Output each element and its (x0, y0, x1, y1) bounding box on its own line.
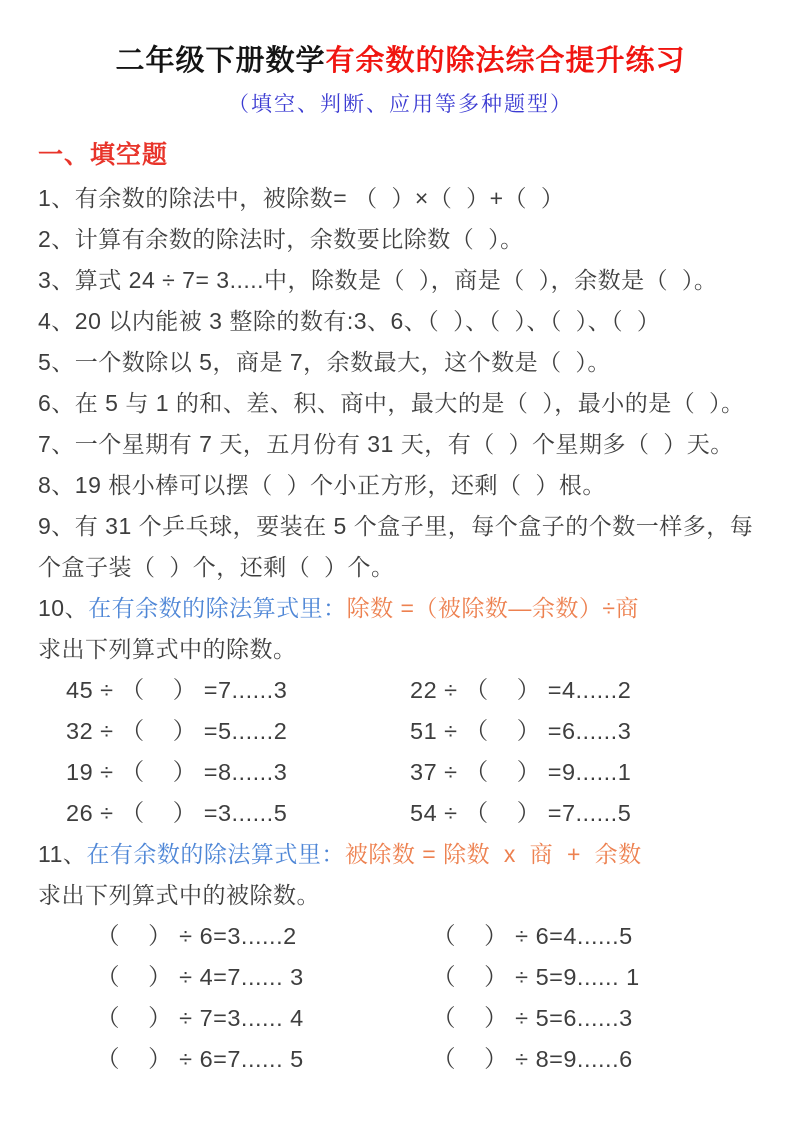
question-11-instruction: 求出下列算式中的被除数。 (38, 882, 320, 908)
question-11-rule-intro: 在有余数的除法算式里： (86, 841, 345, 867)
equation-cell: 37 ÷ （ ） =9......1 (410, 759, 632, 785)
section-heading: 一、填空题 (38, 141, 169, 169)
question-4: 4、20 以内能被 3 整除的数有:3、6、（ ）、（ ）、（ ）、（ ） (38, 308, 661, 334)
question-9: 9、有 31 个乒乓球，要装在 5 个盒子里，每个盒子的个数一样多，每个盒子装（ ）个，还剩（ ）个。 (38, 513, 754, 580)
equation-cell: 32 ÷ （ ） =5......2 (66, 718, 288, 744)
question-1: 1、有余数的除法中，被除数= （ ）×（ ）+（ ） (38, 185, 565, 211)
equation-cell: （ ） ÷ 6=7...... 5 (96, 1046, 304, 1072)
question-10-formula: 除数 =（被除数—余数）÷商 (346, 595, 640, 621)
equation-row (38, 1039, 763, 1080)
question-7: 7、一个星期有 7 天，五月份有 31 天，有（ ）个星期多（ ）天。 (38, 431, 734, 457)
question-11-number: 11、 (38, 841, 87, 867)
equation-cell: 54 ÷ （ ） =7......5 (410, 800, 632, 826)
question-11-formula: 被除数 = 除数 x 商 + 余数 (344, 841, 642, 867)
equation-cell: （ ） ÷ 7=3...... 4 (96, 1005, 304, 1031)
question-3: 3、算式 24 ÷ 7= 3.....中，除数是（ ），商是（ ），余数是（ ）。 (38, 267, 718, 293)
equation-row (38, 998, 763, 1039)
equation-row (38, 793, 763, 834)
question-10-equations (38, 670, 763, 834)
title-topic: 有余数的除法综合提升练习 (325, 45, 686, 77)
equation-row (38, 957, 763, 998)
equation-cell: 45 ÷ （ ） =7......3 (66, 677, 288, 703)
question-10-instruction: 求出下列算式中的除数。 (38, 636, 297, 662)
equation-row (38, 916, 763, 957)
equation-cell: 26 ÷ （ ） =3......5 (66, 800, 288, 826)
equation-cell: （ ） ÷ 5=6......3 (432, 1005, 633, 1031)
page-title (38, 40, 763, 82)
question-8: 8、19 根小棒可以摆（ ）个小正方形，还剩（ ）根。 (38, 472, 606, 498)
page-subtitle: （填空、判断、应用等多种题型） (228, 93, 573, 116)
title-course: 二年级下册数学 (115, 45, 326, 77)
equation-cell: （ ） ÷ 8=9......6 (432, 1046, 633, 1072)
equation-cell: 51 ÷ （ ） =6......3 (410, 718, 632, 744)
question-10-rule-intro: 在有余数的除法算式里： (88, 595, 347, 621)
question-6: 6、在 5 与 1 的和、差、积、商中，最大的是（ ），最小的是（ ）。 (38, 390, 745, 416)
equation-cell: （ ） ÷ 6=4......5 (432, 923, 633, 949)
equation-row (38, 752, 763, 793)
question-10-number: 10、 (38, 595, 89, 621)
question-2: 2、计算有余数的除法时，余数要比除数（ ）。 (38, 226, 524, 252)
question-11-equations (38, 916, 763, 1080)
equation-cell: 19 ÷ （ ） =8......3 (66, 759, 288, 785)
equation-cell: （ ） ÷ 4=7...... 3 (96, 964, 304, 990)
equation-cell: 22 ÷ （ ） =4......2 (410, 677, 632, 703)
question-10-heading (38, 588, 763, 629)
equation-row (38, 711, 763, 752)
question-11-heading (38, 834, 763, 875)
question-5: 5、一个数除以 5，商是 7，余数最大，这个数是（ ）。 (38, 349, 611, 375)
equation-cell: （ ） ÷ 5=9...... 1 (432, 964, 640, 990)
equation-cell: （ ） ÷ 6=3......2 (96, 923, 297, 949)
equation-row (38, 670, 763, 711)
